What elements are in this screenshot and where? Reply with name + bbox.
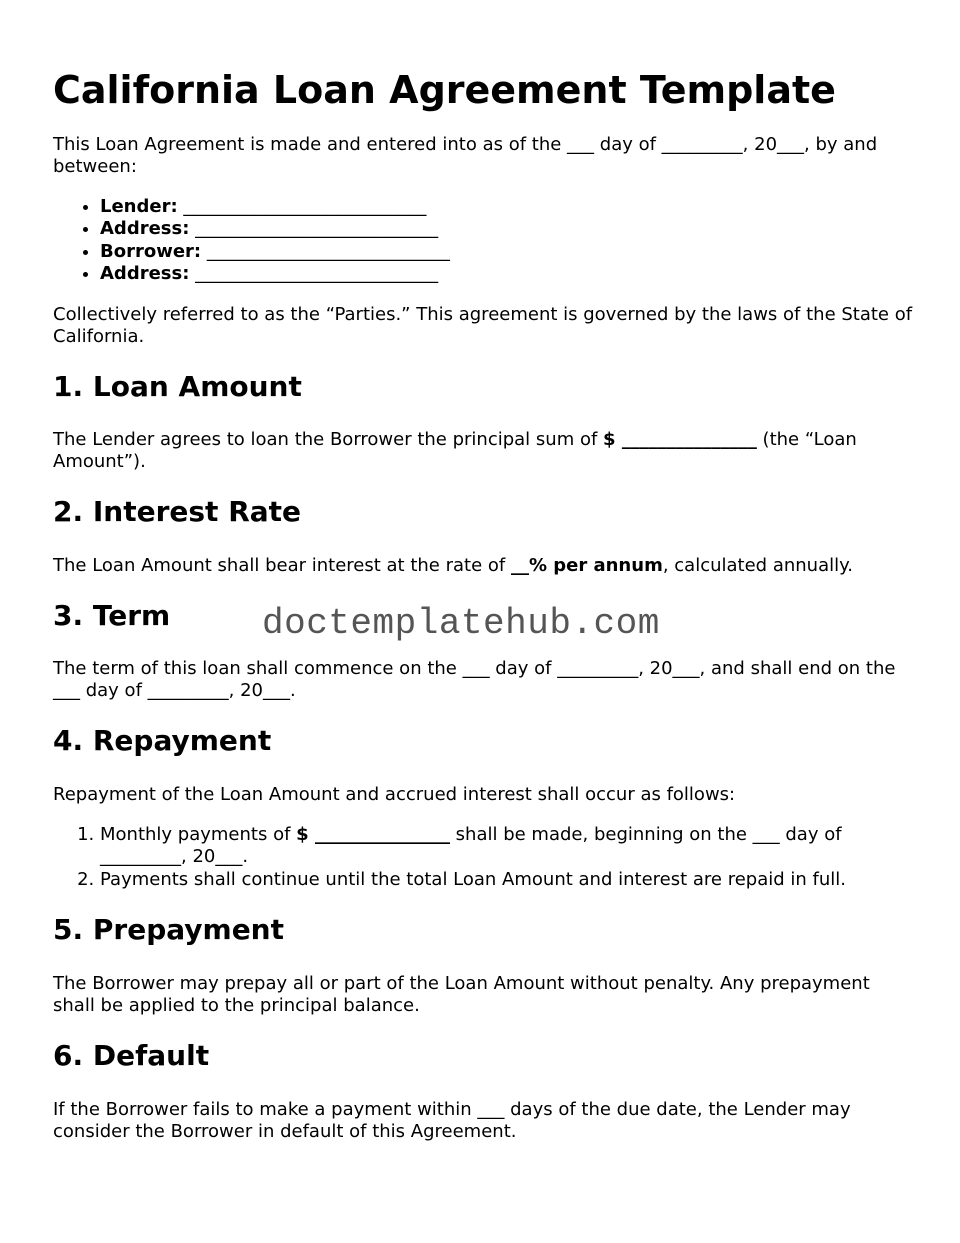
section-heading-repayment: 4. Repayment	[53, 724, 272, 758]
section-heading-loan-amount: 1. Loan Amount	[53, 369, 302, 403]
document-title: California Loan Agreement Template	[53, 68, 836, 112]
repayment-intro: Repayment of the Loan Amount and accrued interest shall occur as follows:	[53, 783, 736, 805]
loan-amount-paragraph	[53, 429, 913, 473]
party-blank: ___________________________	[195, 263, 439, 285]
party-label: Address:	[100, 218, 190, 240]
default-paragraph: If the Borrower fails to make a payment within ___ days of the due date, the Lender may consider the Borrower in default of this Agreement.	[53, 1098, 851, 1142]
text-run: The Loan Amount shall bear interest at the rate of	[53, 554, 511, 576]
party-blank: ___________________________	[206, 240, 450, 262]
party-lender	[100, 196, 913, 219]
party-borrower	[100, 241, 913, 264]
parties-note: Collectively referred to as the “Parties.” This agreement is governed by the laws of the State of California.	[53, 303, 913, 347]
section-heading-default: 6. Default	[53, 1039, 210, 1073]
section-heading-interest-rate: 2. Interest Rate	[53, 495, 302, 529]
text-run: shall be made, beginning on the ___ day of _________, 20___.	[100, 823, 842, 868]
loan-amount-blank: $ _______________	[603, 429, 757, 451]
intro-paragraph: This Loan Agreement is made and entered into as of the ___ day of _________, 20___, by and between:	[53, 133, 878, 177]
text-run: (the “Loan Amount”).	[53, 429, 857, 473]
watermark: doctemplatehub.com	[262, 603, 660, 644]
text-run: , calculated annually.	[662, 554, 853, 576]
section-heading-prepayment: 5. Prepayment	[53, 913, 284, 947]
prepayment-paragraph: The Borrower may prepay all or part of the Loan Amount without penalty. Any prepayment shall be applied to the principal balance.	[53, 973, 870, 1017]
repayment-list	[53, 824, 913, 892]
interest-rate-paragraph	[53, 555, 913, 577]
text-run: Monthly payments of	[100, 823, 297, 845]
section-heading-term: 3. Term	[53, 598, 171, 632]
term-paragraph: The term of this loan shall commence on the ___ day of _________, 20___, and shall end on the ___ day of _________, 20___.	[53, 658, 896, 702]
text-run: The Lender agrees to loan the Borrower the principal sum of	[53, 429, 604, 451]
interest-rate-blank: __% per annum	[510, 554, 663, 576]
party-label: Address:	[100, 263, 190, 285]
party-blank: ___________________________	[195, 218, 439, 240]
party-lender-address	[100, 218, 913, 241]
party-borrower-address	[100, 263, 913, 286]
parties-list	[53, 196, 913, 286]
party-blank: ___________________________	[183, 195, 427, 217]
repayment-item-2: 2. Payments shall continue until the total Loan Amount and interest are repaid in full.	[100, 869, 913, 892]
party-label: Lender:	[100, 195, 178, 217]
monthly-payment-blank: $ _______________	[296, 823, 450, 845]
party-label: Borrower:	[100, 240, 202, 262]
repayment-item-1	[100, 824, 913, 869]
